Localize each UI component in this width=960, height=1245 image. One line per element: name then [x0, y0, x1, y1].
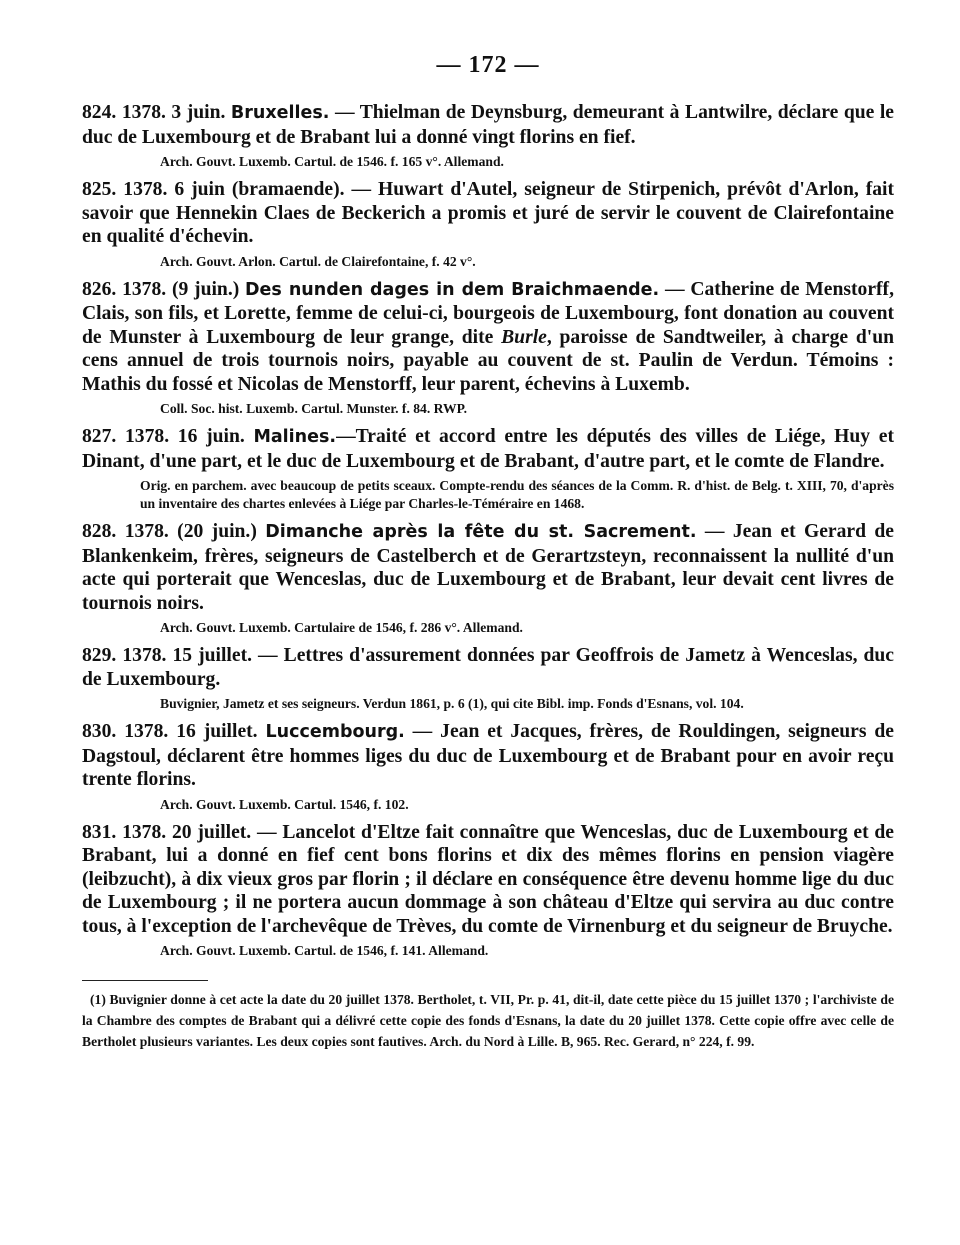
page-number: — 172 — — [436, 52, 540, 78]
entry-body: —Traité et accord entre les députés des villes de Liége, Huy et Dinant, d'une part, et le duc de Luxembourg et de Brabant, d'autre part, et le comte de Flandre. — [82, 426, 895, 472]
entry-number: 831. — [82, 821, 117, 843]
entry-year: 1378. — [122, 278, 167, 300]
entry-number: 825. — [82, 179, 117, 200]
entry-place: Dimanche après la fête du st. Sacrement. — [265, 522, 697, 542]
entry-number: 827. — [82, 426, 117, 447]
footnote-separator — [82, 980, 208, 981]
entry-source: Buvignier, Jametz et ses seigneurs. Verdun 1861, p. 6 (1), qui cite Bibl. imp. Fonds d'Esnans, vol. 104. — [160, 696, 744, 711]
entry-body: — Huwart d'Autel, seigneur de Stirpenich, prévôt d'Arlon, fait savoir que Hennekin Claes de Beckerich a promis et juré de servir le couvent de Clairefontaine en qualité d'échevin. — [82, 179, 895, 247]
entry-place: Malines. — [253, 427, 337, 447]
entry-number: 824. — [82, 102, 117, 123]
entry-body: — Lettres d'assurement données par Geoffrois de Jametz à Wenceslas, duc de Luxembourg. — [82, 645, 895, 690]
entry-body: — Jean et Gerard de Blankenkeim, frères, seigneurs de Castelberch et de Gerartzsteyn, reconnaissent la nullité d'un acte qui porterait que Wenceslas, duc de Luxembourg et de Brabant, leur devait cent livres de tournois noirs. — [82, 521, 894, 614]
entry-date: 20 juillet. — [171, 821, 252, 843]
entry-year: 1378. — [125, 426, 170, 447]
entry-year: 1378. — [124, 721, 169, 742]
entry-source: Arch. Gouvt. Arlon. Cartul. de Clairefontaine, f. 42 v°. — [160, 253, 476, 269]
entry-text — [82, 425, 894, 473]
entry-body: — Lancelot d'Eltze fait connaître que Wenceslas, duc de Luxembourg et de Brabant, lui a donné en fief cent bons florins et dix des mêmes florins en pension viagère (leibzucht), à dix vieux gros par florin ; il déclare en conséquence être devenu homme lige du duc de Luxembourg ; il ne portera aucun dommage à son château d'Eltze qui servira au duc contre tous, à l'exception de l'archevêque de Trèves, du comte de Virnenburg et du seigneur de Bruyche. — [82, 821, 894, 937]
entry-italic-term: Burle — [501, 326, 547, 348]
entry-source: Orig. en parchem. avec beaucoup de petits sceaux. Compte-rendu des séances de la Comm. R. d'hist. de Belg. t. XIII, 70, d'après un inventaire des chartes enlevées à Liége par Charles-le-Téméraire en 1468. — [140, 478, 894, 511]
entry-date: (20 juin.) — [177, 521, 257, 542]
entry-source: Arch. Gouvt. Luxemb. Cartul. de 1546. f. 165 v°. Allemand. — [160, 154, 504, 169]
entry-831 — [82, 821, 894, 961]
entry-source: Arch. Gouvt. Luxemb. Cartul. de 1546, f. 141. Allemand. — [160, 943, 489, 958]
entry-place: Des nunden dages in dem Braichmaende. — [245, 279, 660, 300]
entry-text — [82, 178, 894, 249]
entry-date: 16 juillet. — [176, 721, 258, 742]
entry-827 — [82, 425, 894, 513]
entry-number: 828. — [82, 521, 117, 542]
entry-date: 3 juin. — [171, 102, 226, 123]
entry-body: — Jean et Jacques, frères, de Rouldingen, seigneurs de Dagstoul, déclarent être hommes liges du duc de Luxembourg et de Brabant pour en avoir reçu trente florins. — [82, 721, 894, 790]
entry-year: 1378. — [122, 645, 167, 666]
entry-number: 829. — [82, 645, 117, 666]
entry-824 — [82, 101, 894, 171]
entry-828 — [82, 520, 894, 637]
entry-826 — [82, 278, 894, 419]
entry-source: Arch. Gouvt. Luxemb. Cartul. 1546, f. 102. — [160, 796, 409, 812]
entry-825 — [82, 178, 894, 271]
entry-source: Arch. Gouvt. Luxemb. Cartulaire de 1546, f. 286 v°. Allemand. — [160, 620, 523, 635]
entry-date: (9 juin.) — [171, 278, 240, 300]
entry-year: 1378. — [124, 521, 169, 542]
document-page — [82, 52, 894, 1052]
entry-number: 830. — [82, 721, 117, 742]
footnote: (1) Buvignier donne à cet acte la date du 20 juillet 1378. Bertholet, t. VII, Pr. p. 41, dit-il, date cette pièce du 15 juillet 1370 ; l'archiviste de la Chambre des comptes de Brabant qui a délivré cette copie des fonds d'Esnans, la date du 20 juillet 1378. Cette copie offre avec celle de Bertholet plusieurs variantes. Les deux copies sont fautives. Arch. du Nord à Lille. B, 965. Rec. Gerard, n° 224, f. 99. — [82, 992, 894, 1049]
entry-text — [82, 101, 894, 149]
entry-text — [82, 720, 894, 792]
entry-text — [82, 644, 894, 691]
entry-place: Luccembourg. — [265, 722, 405, 742]
entry-year: 1378. — [121, 102, 166, 123]
entry-date: 16 juin. — [177, 426, 245, 447]
entry-829 — [82, 644, 894, 713]
entry-text — [82, 821, 894, 939]
entry-year: 1378. — [122, 821, 167, 843]
entry-date: 15 juillet. — [172, 645, 252, 666]
entry-number: 826. — [82, 278, 117, 300]
entry-text — [82, 278, 894, 397]
entry-body: — Thielman de Deynsburg, demeurant à Lantwilre, déclare que le duc de Luxembourg et de Brabant lui a donné vingt florins en fief. — [82, 102, 894, 148]
entry-place: Bruxelles. — [230, 103, 330, 123]
entry-text — [82, 520, 894, 615]
entry-830 — [82, 720, 894, 814]
entry-body-continued: , paroisse de Sandtweiler, à charge d'un cens annuel de trois tournois noirs, payable au couvent de st. Paulin de Verdun. Témoins : Mathis du fossé et Nicolas de Menstorff, leur parent, échevins à Luxemb. — [82, 326, 894, 395]
entry-body: — Catherine de Menstorff, Clais, son fils, et Lorette, femme de celui-ci, bourgeois de Luxembourg, font donation au couvent de Munster à Luxembourg de leur grange, dite — [82, 278, 894, 348]
entry-date: 6 juin (bramaende). — [174, 179, 345, 200]
entry-source: Coll. Soc. hist. Luxemb. Cartul. Munster. f. 84. RWP. — [160, 401, 468, 416]
entry-year: 1378. — [123, 179, 168, 200]
